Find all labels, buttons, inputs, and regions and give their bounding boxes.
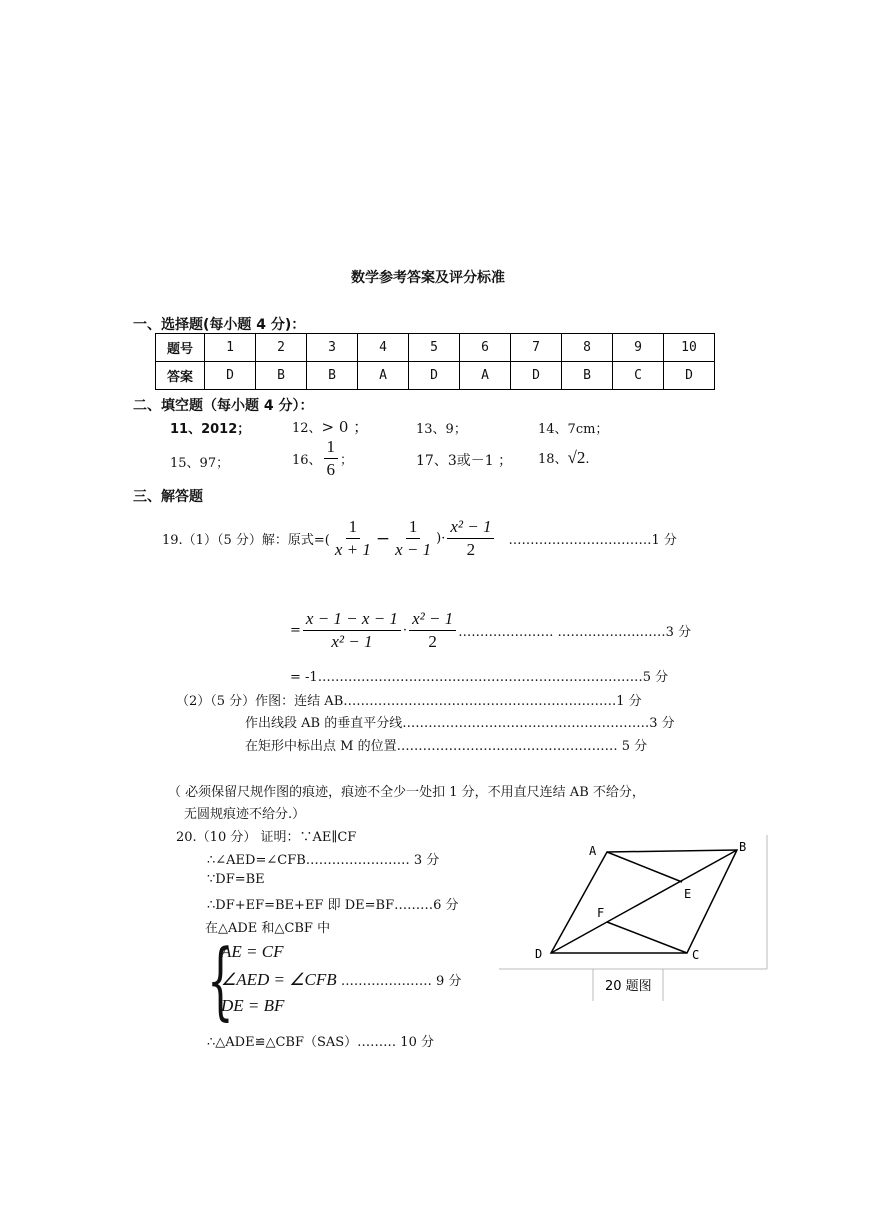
q20-figure	[497, 833, 769, 1003]
answer-q14: 14、7cm；	[538, 422, 609, 437]
q16-label: 16、	[292, 453, 322, 468]
q19-frac3	[447, 516, 494, 561]
q19-line2-dots: …………………. ……………….……3 分	[458, 625, 691, 640]
table-row-numbers	[156, 334, 715, 362]
q19-prefix: 19.（1）（5 分）解：原式=(	[162, 533, 330, 548]
label-f: F	[597, 906, 605, 920]
answer-q16	[292, 436, 353, 481]
q19-part2-line3: 在矩形中标出点 M 的位置…………………………………………… 5 分	[245, 739, 648, 754]
table-cell: A	[460, 362, 511, 390]
table-cell: C	[613, 362, 664, 390]
table-cell: 2	[256, 334, 307, 362]
segment-ae	[607, 852, 682, 882]
q19-frac2	[392, 516, 434, 561]
q19-frac4	[303, 608, 401, 653]
section1-heading: 一、选择题(每小题 4 分)：	[133, 317, 306, 333]
table-cell: 10	[664, 334, 715, 362]
table-cell: B	[256, 362, 307, 390]
figure-caption: 20 题图	[605, 979, 652, 994]
label-a: A	[589, 844, 597, 858]
q18-value: √2	[567, 448, 586, 467]
frac-denominator: 2	[466, 540, 476, 559]
system-row-2-dots: ………………… 9 分	[340, 974, 462, 989]
q20-line5: 在△ADE 和△CBF 中	[205, 921, 331, 936]
answer-q12	[292, 416, 368, 437]
close-paren: )·	[436, 531, 446, 546]
section2-heading: 二、填空题（每小题 4 分）：	[133, 398, 314, 414]
label-d: D	[535, 947, 543, 961]
table-cell: 5	[409, 334, 460, 362]
q19-line1	[162, 516, 677, 561]
table-cell: 6	[460, 334, 511, 362]
table-cell: 1	[205, 334, 256, 362]
q16-fraction	[324, 436, 339, 481]
table-cell: 4	[358, 334, 409, 362]
table-cell: A	[358, 362, 409, 390]
frac-denominator: x − 1	[395, 540, 432, 559]
q20-line2: ∴∠AED=∠CFB…………………… 3 分	[207, 853, 440, 868]
page-title: 数学参考答案及评分标准	[351, 270, 505, 286]
q20-line1: 20.（10 分） 证明：∵AE∥CF	[176, 830, 357, 845]
frac-denominator: x² − 1	[331, 632, 373, 651]
table-cell: B	[562, 362, 613, 390]
q18-tail: .	[585, 452, 590, 467]
q20-line3: ∵DF=BE	[207, 872, 265, 887]
section3-heading: 三、解答题	[133, 489, 203, 505]
q19-note-line2: 无圆规痕迹不给分.）	[184, 807, 306, 822]
q19-note-line1: （ 必须保留尺规作图的痕迹，痕迹不全少一处扣 1 分，不用直尺连结 AB 不给分，	[168, 785, 645, 800]
segment-cf	[607, 922, 687, 953]
q19-frac1	[332, 516, 374, 561]
q12-value: > 0 ；	[321, 418, 369, 436]
q16-denominator: 6	[326, 460, 336, 479]
q19-line3: = -1…………………………………………………………………5 分	[290, 670, 669, 685]
minus-sign: −	[375, 528, 391, 549]
label-b: B	[739, 840, 747, 854]
q12-label: 12、	[292, 421, 322, 436]
table-cell: D	[205, 362, 256, 390]
system-row-3: DE = BF	[221, 996, 285, 1015]
q16-tail: ；	[340, 453, 354, 468]
table-cell: 3	[307, 334, 358, 362]
q16-numerator: 1	[324, 436, 339, 459]
answer-table	[155, 333, 715, 390]
answer-q11: 11、2012；	[170, 422, 251, 437]
table-cell: D	[664, 362, 715, 390]
q18-label: 18、	[538, 452, 568, 467]
q19-part2-line1: （2）（5 分）作图：连结 AB………………………………………………………1 分	[176, 694, 642, 709]
answer-q13: 13、9；	[416, 422, 467, 437]
frac-numerator: x² − 1	[409, 608, 456, 631]
frac-numerator: 1	[346, 516, 361, 539]
label-e: E	[684, 887, 692, 901]
frac-denominator: x + 1	[334, 540, 371, 559]
left-brace: {	[207, 931, 234, 1029]
q20-conclusion: ∴△ADE≌△CBF（SAS）……… 10 分	[207, 1035, 434, 1050]
table-cell: D	[409, 362, 460, 390]
frac-denominator: 2	[428, 632, 437, 651]
table-cell: 9	[613, 334, 664, 362]
system-row-1: AE = CF	[221, 942, 284, 961]
table-cell: B	[307, 362, 358, 390]
q19-line2	[290, 608, 691, 653]
frac-numerator: x² − 1	[447, 516, 494, 539]
equals-sign: =	[290, 623, 301, 638]
answer-q15: 15、97；	[170, 456, 230, 471]
q19-frac5	[409, 608, 456, 653]
q19-line1-dots: ……………………………1 分	[508, 533, 677, 548]
system-row-2-eq: ∠AED = ∠CFB	[221, 970, 337, 989]
system-row-2	[221, 970, 461, 990]
table-cell: 7	[511, 334, 562, 362]
answer-q17: 17、3或－1 ；	[416, 453, 513, 469]
table-row-header: 答案	[156, 362, 205, 390]
table-row-header: 题号	[156, 334, 205, 362]
table-cell: D	[511, 362, 562, 390]
table-cell: 8	[562, 334, 613, 362]
frac-numerator: 1	[406, 516, 421, 539]
dot-operator: ·	[402, 623, 408, 638]
parallelogram-diagram	[497, 833, 769, 1003]
q19-part2-line2: 作出线段 AB 的垂直平分线…………………………………………………3 分	[245, 716, 675, 731]
label-c: C	[692, 948, 700, 962]
answer-q18	[538, 448, 590, 468]
q20-line4: ∴DF+EF=BE+EF 即 DE=BF………6 分	[207, 898, 459, 913]
frac-numerator: x − 1 − x − 1	[303, 608, 401, 631]
table-row-answers	[156, 362, 715, 390]
